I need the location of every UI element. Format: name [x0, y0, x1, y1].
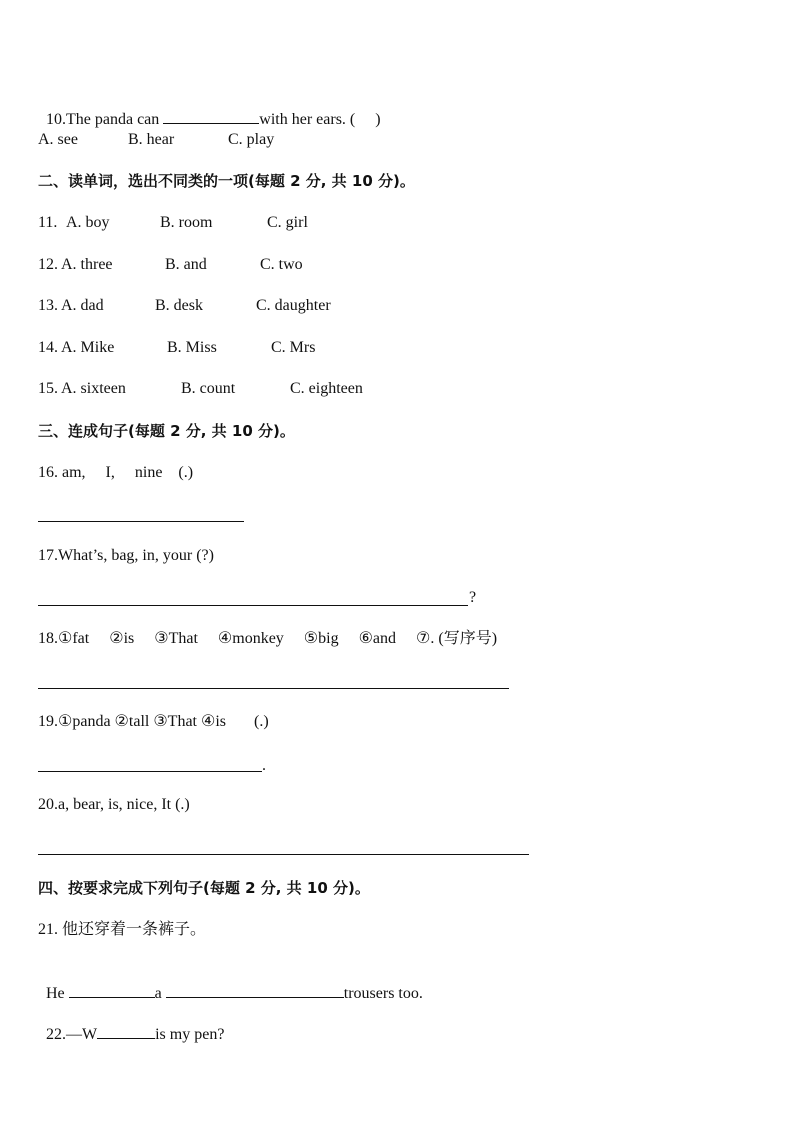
q10-option-c[interactable]: C. play — [228, 131, 275, 148]
q14-option-b[interactable]: B. Miss — [167, 339, 217, 356]
q13-option-b[interactable]: B. desk — [155, 297, 203, 314]
q13-option-c[interactable]: C. daughter — [256, 297, 331, 314]
q22-text-b: is my pen? — [155, 1026, 225, 1043]
q10-answer-blank[interactable] — [163, 108, 259, 124]
q12-option-c[interactable]: C. two — [260, 256, 303, 273]
q12-number: 12. — [38, 256, 58, 273]
question-22 — [38, 1003, 224, 1045]
q22-text-a: 22.—W — [46, 1026, 98, 1043]
question-19: 19.①panda ②tall ③That ④is (.) — [38, 713, 269, 730]
q10-option-a[interactable]: A. see — [38, 131, 78, 148]
q15-option-b[interactable]: B. count — [181, 380, 236, 397]
q13-number: 13. — [38, 297, 58, 314]
q20-answer-line[interactable] — [38, 854, 529, 855]
q17-answer-line[interactable] — [38, 605, 468, 606]
q14-number: 14. — [38, 339, 58, 356]
q11-number: 11. — [38, 214, 62, 231]
question-16: 16. am, I, nine (.) — [38, 464, 194, 481]
section-3-title: 三、连成句子(每题 2 分, 共 10 分)。 — [38, 422, 295, 440]
q15-option-a[interactable]: A. sixteen — [61, 380, 126, 397]
question-10 — [38, 88, 381, 130]
q12-option-b[interactable]: B. and — [165, 256, 207, 273]
question-21-prompt: 21. 他还穿着一条裤子。 — [38, 921, 207, 938]
q21-text-a: He — [46, 985, 69, 1002]
question-18: 18.①fat ②is ③That ④monkey ⑤big ⑥and ⑦. (写序号) — [38, 630, 498, 647]
q14-option-a[interactable]: A. Mike — [61, 339, 115, 356]
q16-answer-line[interactable] — [38, 521, 244, 522]
q21-text-c: trousers too. — [343, 985, 423, 1002]
q10-option-b[interactable]: B. hear — [128, 131, 175, 148]
q11-option-b[interactable]: B. room — [160, 214, 213, 231]
q18-answer-line[interactable] — [38, 688, 509, 689]
q12-option-a[interactable]: A. three — [61, 256, 113, 273]
section-4-title: 四、按要求完成下列句子(每题 2 分, 共 10 分)。 — [38, 879, 370, 897]
q21-blank-2[interactable] — [166, 982, 344, 998]
q17-end-mark: ? — [469, 589, 477, 606]
q19-end-mark: . — [262, 757, 266, 774]
q14-option-c[interactable]: C. Mrs — [271, 339, 316, 356]
question-17: 17.What’s, bag, in, your (?) — [38, 547, 214, 564]
question-21 — [38, 962, 423, 1004]
q10-stem-end: with her ears. ( ) — [259, 111, 381, 128]
question-20: 20.a, bear, is, nice, It (.) — [38, 796, 190, 813]
q15-number: 15. — [38, 380, 58, 397]
q21-blank-1[interactable] — [69, 982, 155, 998]
q21-text-b: a — [154, 985, 166, 1002]
q13-option-a[interactable]: A. dad — [61, 297, 104, 314]
q22-blank[interactable] — [97, 1023, 155, 1039]
section-2-title: 二、读单词，选出不同类的一项(每题 2 分, 共 10 分)。 — [38, 172, 415, 190]
q15-option-c[interactable]: C. eighteen — [290, 380, 363, 397]
q11-option-c[interactable]: C. girl — [267, 214, 308, 231]
q19-answer-line[interactable] — [38, 771, 262, 772]
q10-stem-start: 10.The panda can — [46, 111, 164, 128]
q11-option-a[interactable]: A. boy — [66, 214, 110, 231]
